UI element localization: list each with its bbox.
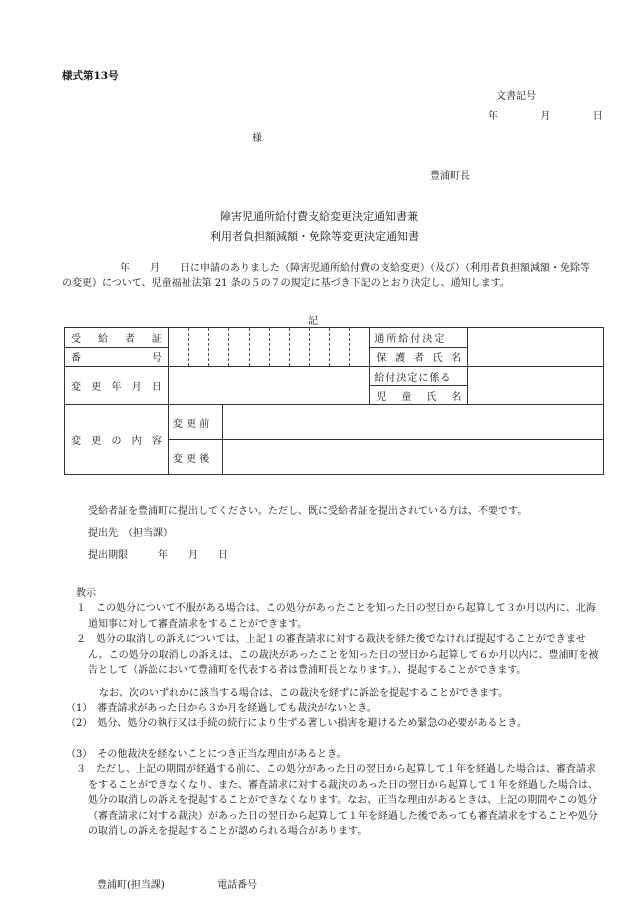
notice-item-2: ２ 処分の取消しの訴えについては、上記１の審査請求に対する裁決を経た後でなければ提起することができません。この処分の取消しの訴えは、この裁決があったことを知った日の翌日から起算して６か月以内に、豊浦町を被告として（訴訟において豊浦町を代表する者は豊浦町長となります。）、提起することができます。 [76,634,599,676]
submit-deadline: 提出期限 年 月 日 [88,550,228,561]
footer-phone-label: 電話番号 [217,880,258,891]
change-content-label-char: 容 [151,436,162,447]
before-label-cell: 変 更 前 [168,405,222,440]
submit-to: 提出先 （担当課） [88,528,173,539]
cert-label-top-char: 証 [151,333,162,345]
change-content-label-char: 変 [71,436,81,447]
change-date-label [65,378,168,393]
form-number: 様式第13号 [62,70,119,82]
change-date-label-char: 変 [71,382,81,393]
guardian-label-bottom-char: 者 [413,353,424,365]
cert-label-bottom-char: 番 [71,353,81,365]
child-label-bottom-char: 童 [401,391,412,403]
after-label-cell: 変 更 後 [168,440,222,475]
change-date-label-char: 年 [111,382,122,393]
cert-label-top [65,330,168,345]
intro-paragraph: 年 月 日に申請のありました（障害児通所給付費の支給変更）（及び）（利用者負担額減額・免除等の変更）について、児童福祉法第 21 条の５の７の規定に基づき下記のとおり決定し、通知します。 [62,263,590,289]
notice-item-2-sub2: （2） 処分、処分の執行又は手続の続行により生ずる著しい損害を避けるため緊急の必要があるとき。 [66,718,527,729]
change-date-label-char: 日 [151,382,162,393]
change-content-label-char: 更 [91,436,102,447]
guardian-label-bottom-cell [370,347,468,367]
footer-contact [97,876,257,891]
cert-label-top-char: 受 [71,333,81,345]
date-year: 年 [488,111,498,122]
change-content-label-char: の [111,436,122,447]
issuer-name: 豊浦町長 [430,171,470,182]
decision-table [64,327,604,475]
change-date-label-char: 月 [131,382,142,393]
guardian-label-top-cell: 通所給付決定 [370,328,468,348]
cert-label-top-char: 者 [124,333,135,345]
child-label-bottom-char: 名 [451,391,462,403]
change-content-label-char: 内 [131,436,142,447]
cert-label-bottom-char: 号 [151,353,162,365]
cert-label-bottom [65,349,168,364]
ki-marker: 記 [308,316,318,327]
date-month: 月 [540,111,551,122]
guardian-label-bottom-char: 名 [451,353,462,365]
kyoji-heading: 教示 [76,588,96,599]
child-label-bottom-char: 氏 [426,391,437,403]
guardian-label-bottom-char: 氏 [432,353,443,365]
cert-label-top-cell [65,328,169,348]
submit-notice: 受給者証を豊浦町に提出してください。ただし、既に受給者証を提出されている方は、不要です。 [88,506,528,517]
issue-date [488,107,603,122]
change-content-label [65,432,168,447]
child-label-bottom-cell [370,386,468,405]
before-value [222,405,603,440]
change-content-label-cell [65,405,169,475]
guardian-label-bottom-char: 保 [376,353,387,365]
notice-item-3: ３ ただし、上記の期間が経過する前に、この処分があった日の翌日から起算して１年を経過した場合は、審査請求をすることができなくなり、また、審査請求に対する裁決のあった日の翌日から起算して１年を経過した場合は、処分の取消しの訴えを提起することができなくなります。なお、正当な理由があるときは、上記の期間やこの処分（審査請求に対する裁決）があった日の翌日から起算して１年を経過した後であっても審査請求をすることや処分の取消しの訴えを提起することが認められる場合があります。 [76,764,598,837]
child-label-bottom [370,388,467,403]
guardian-name-value [468,328,604,367]
notice-item-1: １ この処分について不服がある場合は、この処分があったことを知った日の翌日から起算して３か月以内に、北海道知事に対して審査請求をすることができます。 [76,603,596,630]
date-day: 日 [592,111,603,122]
notice-item-2-note: なお、次のいずれかに該当する場合は、この裁決を経ずに訴訟を提起することができます。 [99,688,509,699]
after-value [222,440,603,475]
child-label-top-cell: 給付決定に係る [370,367,468,386]
cert-label-bottom-cell [65,347,169,367]
footer-department: 豊浦町(担当課) [97,880,165,891]
cert-label-top-char: 給 [97,333,108,345]
guardian-label-bottom [370,349,467,364]
change-date-label-cell [65,367,169,405]
guardian-label-bottom-char: 護 [395,353,406,365]
child-label-bottom-char: 児 [376,391,387,403]
change-date-label-char: 更 [91,382,102,393]
cert-number-grid [168,328,370,367]
notice-item-2-sub3: （3） その他裁決を経ないことにつき正当な理由があるとき。 [66,749,347,760]
addressee-suffix: 様 [252,133,262,144]
change-date-value [168,367,370,405]
document-title-line2: 利用者負担額減額・免除等変更決定通知書 [210,230,419,243]
document-title-line1: 障害児通所給付費支給変更決定通知書兼 [220,210,418,223]
notice-item-2-sub1: （1） 審査請求があった日から３か月を経過しても裁決がないとき。 [66,703,377,714]
document-number-label: 文書記号 [496,91,536,102]
child-name-value [468,367,604,405]
